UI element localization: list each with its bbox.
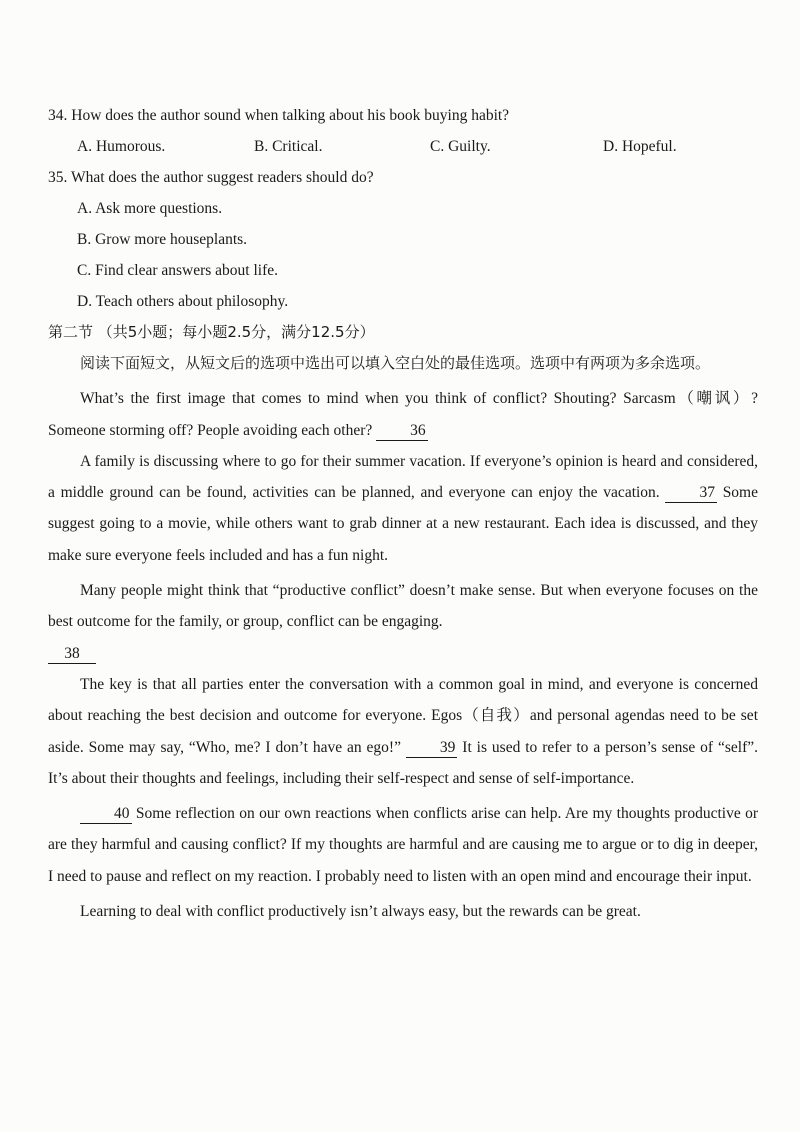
paragraph-text: What’s the first image that comes to mind when you think of conflict? Shouting? Sarcasm（嘲讽）? Someone storming off? People avoiding each other? [48,390,758,439]
paragraph-text: The key is that all parties enter the conversation with a common goal in mind, and everyone is concerned about reaching the best decision and outcome for everyone. Egos（自我）and personal agendas need to be set aside. Some may say, “Who, me? I don’t have an ego!” [48,675,758,756]
passage-paragraph-6 [48,896,758,927]
passage-paragraph-3 [48,575,758,638]
blank-38: 38 [48,645,96,664]
passage-paragraph-2 [48,446,758,571]
exam-page [48,100,758,927]
option-d: D. Teach others about philosophy. [77,293,289,310]
question-stem: 35. What does the author suggest readers should do? [48,169,374,186]
blank-37: 37 [665,484,717,503]
paragraph-text: Some suggest going to a movie, while others want to grab dinner at a new restaurant. Each idea is discussed, and they make sure everyone feels included and has a fun night. [48,484,758,564]
cloze-passage [48,383,758,927]
passage-paragraph-4 [48,669,758,794]
blank-40: 40 [80,805,132,824]
paragraph-text: A family is discussing where to go for their summer vacation. If everyone’s opinion is heard and considered, a middle ground can be found, activities can be planned, and everyone can enjoy the vacation. [48,452,758,502]
option-c: C. Find clear answers about life. [77,262,279,279]
blank-36: 36 [376,422,428,441]
option-a: A. Humorous. [77,138,166,155]
paragraph-text: Learning to deal with conflict productively isn’t always easy, but the rewards can be great. [80,903,641,921]
options-row [48,131,758,162]
paragraph-text: Some reflection on our own reactions when conflicts arise can help. Are my thoughts productive or are they harmful and causing conflict? If my thoughts are harmful and are causing me to argue or to dig in deeper, I need to pause and reflect on my reaction. I probably need to listen with an open mind and encourage their input. [48,805,758,885]
passage-blank-line [48,638,758,669]
blank-39: 39 [406,739,458,758]
question-34 [48,100,758,162]
paragraph-text: It is used to refer to a person’s sense of “self”. It’s about their thoughts and feelings, including their self-respect and sense of self-importance. [48,738,759,787]
passage-paragraph-1 [48,383,758,446]
option-d: D. Hopeful. [603,138,677,155]
question-35 [48,162,758,317]
option-b: B. Grow more houseplants. [77,231,248,248]
section-instruction: 阅读下面短文，从短文后的选项中选出可以填入空白处的最佳选项。选项中有两项为多余选项。 [80,354,711,372]
paragraph-text: Many people might think that “productive conflict” doesn’t make sense. But when everyone focuses on the best outcome for the family, or group, conflict can be engaging. [48,582,758,631]
question-stem: 34. How does the author sound when talking about his book buying habit? [48,107,510,124]
option-c: C. Guilty. [430,138,491,155]
passage-paragraph-5 [48,798,758,892]
option-a: A. Ask more questions. [77,200,223,217]
section-heading: 第二节 （共5小题；每小题2.5分，满分12.5分） [48,323,375,341]
option-b: B. Critical. [254,138,323,155]
